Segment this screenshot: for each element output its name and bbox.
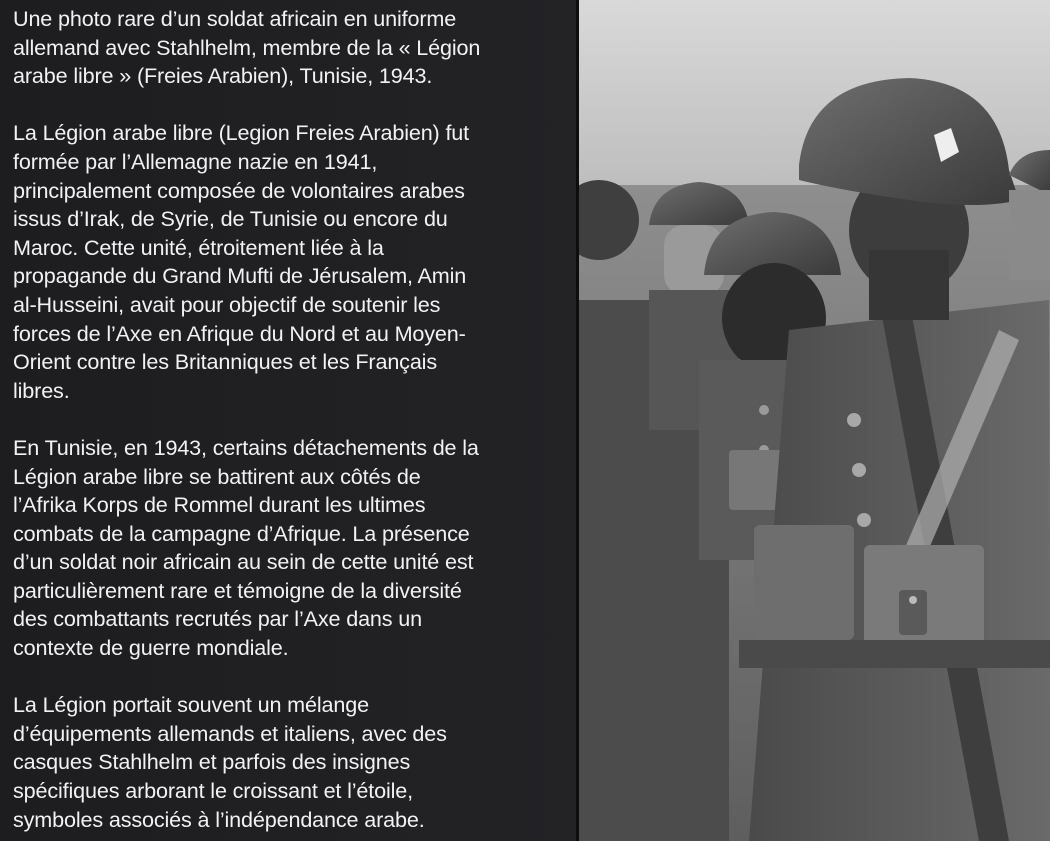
- soldiers-photo-illustration: [579, 0, 1050, 841]
- text-line: La Légion portait souvent un mélange: [13, 692, 369, 718]
- text-line: particulièrement rare et témoigne de la diversité: [13, 577, 462, 603]
- text-line: libres.: [13, 377, 70, 403]
- text-line: arabe libre » (Freies Arabien), Tunisie, 1943.: [13, 63, 433, 89]
- historical-photo[interactable]: [579, 0, 1050, 841]
- paragraph-caption: [13, 5, 576, 91]
- background-soldier-3: [1009, 150, 1050, 280]
- text-line: Orient contre les Britanniques et les Français: [13, 349, 437, 375]
- text-line: principalement composée de volontaires arabes: [13, 177, 465, 203]
- text-line: propagande du Grand Mufti de Jérusalem, Amin: [13, 263, 467, 289]
- paragraph-equipment: [13, 691, 576, 834]
- text-line: combats de la campagne d’Afrique. La présence: [13, 520, 470, 546]
- paragraph-tunisia: [13, 434, 576, 663]
- text-line: Maroc. Cette unité, étroitement liée à la: [13, 234, 384, 260]
- text-line: formée par l’Allemagne nazie en 1941,: [13, 148, 378, 174]
- text-line: Une photo rare d’un soldat africain en uniforme: [13, 6, 457, 31]
- paragraph-history: [13, 119, 576, 405]
- text-line: allemand avec Stahlhelm, membre de la « Légion: [13, 34, 481, 60]
- text-line: al-Husseini, avait pour objectif de soutenir les: [13, 291, 441, 317]
- text-line: En Tunisie, en 1943, certains détachements de la: [13, 434, 479, 460]
- text-line: d’équipements allemands et italiens, avec des: [13, 720, 447, 746]
- text-line: spécifiques arborant le croissant et l’étoile,: [13, 778, 413, 804]
- text-line: symboles associés à l’indépendance arabe.: [13, 806, 425, 832]
- text-line: l’Afrika Korps de Rommel durant les ultimes: [13, 492, 426, 518]
- text-line: La Légion arabe libre (Legion Freies Arabien) fut: [13, 120, 470, 146]
- text-line: casques Stahlhelm et parfois des insignes: [13, 749, 411, 775]
- text-line: Légion arabe libre se battirent aux côtés de: [13, 463, 421, 489]
- text-line: des combattants recrutés par l’Axe dans un: [13, 606, 423, 632]
- text-line: issus d’Irak, de Syrie, de Tunisie ou encore du: [13, 206, 448, 232]
- text-line: contexte de guerre mondiale.: [13, 635, 289, 661]
- text-line: forces de l’Axe en Afrique du Nord et au Moyen-: [13, 320, 466, 346]
- text-line: d’un soldat noir africain au sein de cette unité est: [13, 549, 474, 575]
